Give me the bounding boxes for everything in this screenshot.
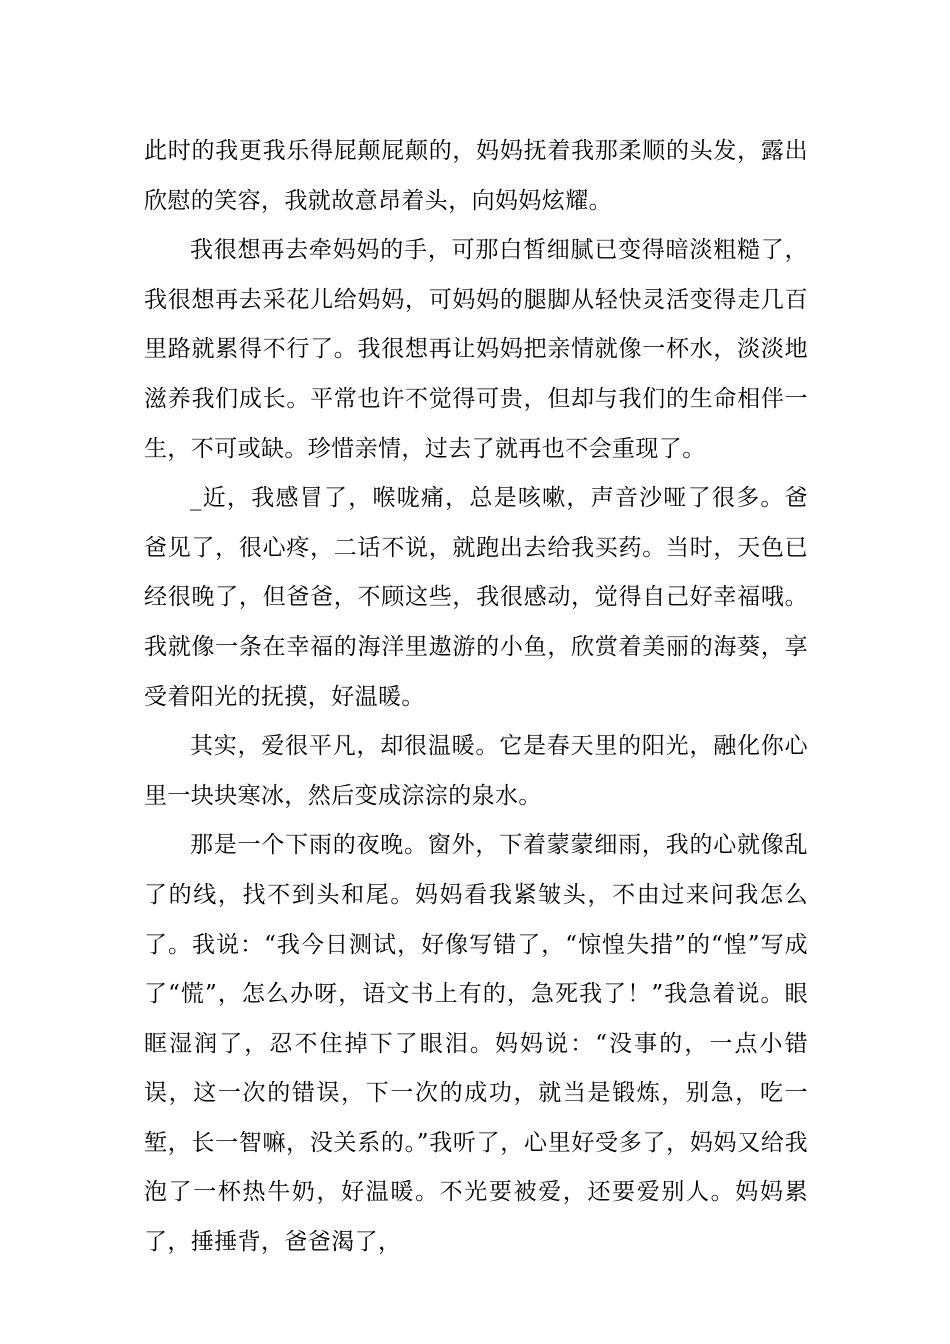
document-body — [144, 127, 808, 1268]
paragraph-4: 其实，爱很平凡，却很温暖。它是春天里的阳光，融化你心里一块块寒冰，然后变成淙淙的泉水。 — [144, 733, 808, 809]
paragraph-1: 此时的我更我乐得屁颠屁颠的，妈妈抚着我那柔顺的头发，露出欣慰的笑容，我就故意昂着头，向妈妈炫耀。 — [144, 138, 808, 214]
paragraph-3: _近，我感冒了，喉咙痛，总是咳嗽，声音沙哑了很多。爸爸见了，很心疼，二话不说，就跑出去给我买药。当时，天色已经很晚了，但爸爸，不顾这些，我很感动，觉得自己好幸福哦。我就像一条在幸福的海洋里遨游的小鱼，欣赏着美丽的海葵，享受着阳光的抚摸，好温暖。 — [144, 485, 808, 710]
paragraph-5: 那是一个下雨的夜晚。窗外，下着蒙蒙细雨，我的心就像乱了的线，找不到头和尾。妈妈看我紧皱头，不由过来问我怎么了。我说：“我今日测试，好像写错了，“惊惶失措”的“惶”写成了“慌”，怎么办呀，语文书上有的，急死我了！”我急着说。眼眶湿润了，忍不住掉下了眼泪。妈妈说：“没事的，一点小错误，这一次的错误，下一次的成功，就当是锻炼，别急，吃一堑，长一智嘛，没关系的。”我听了，心里好受多了，妈妈又给我泡了一杯热牛奶，好温暖。不光要被爱，还要爱别人。妈妈累了，捶捶背，爸爸渴了， — [144, 832, 808, 1256]
paragraph-2: 我很想再去牵妈妈的手，可那白皙细腻已变得暗淡粗糙了，我很想再去采花儿给妈妈，可妈妈的腿脚从轻快灵活变得走几百里路就累得不行了。我很想再让妈妈把亲情就像一杯水，淡淡地滋养我们成长。平常也许不觉得可贵，但却与我们的生命相伴一生，不可或缺。珍惜亲情，过去了就再也不会重现了。 — [144, 237, 808, 462]
